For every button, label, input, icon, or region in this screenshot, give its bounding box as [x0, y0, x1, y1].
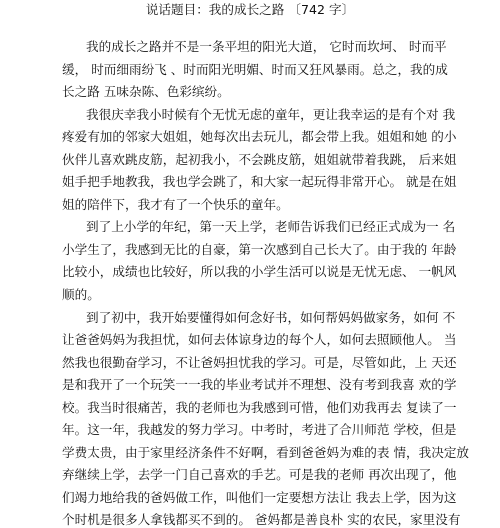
text-line: 到了初中，我开始要懂得如何念好书，如何帮妈妈做家务，如何 不 — [86, 310, 456, 325]
page-title: 说话题目：我的成长之路 〔742 字〕 — [145, 2, 355, 17]
text-line: 顺的。 — [62, 287, 100, 302]
text-line: 年。这一年，我越发的努力学习。中考时，考进了合川师范 学校，但是 — [62, 422, 457, 437]
text-line: 我的成长之路并不是一条平坦的阳光大道， 它时而坎坷、 时而平 — [86, 39, 447, 54]
text-line: 是和我开了一个玩笑一一我的毕业考试并不理想、没有考到我喜 欢的学 — [62, 377, 457, 392]
text-line: 姐的陪伴下，我才有了一个快乐的童年。 — [62, 197, 289, 212]
text-line: 到了上小学的年纪，第一天上学，老师告诉我们已经正式成为一 名 — [86, 219, 456, 234]
text-line: 比较小，成绩也比较好，所以我的小学生活可以说是无忧无虑、 一帆风 — [62, 264, 457, 279]
text-line: 小学生了，我感到无比的自豪，第一次感到自己长大了。由于我的 年龄 — [62, 242, 457, 257]
text-line: 长之路 五味杂陈、色彩缤纷。 — [62, 84, 230, 99]
text-line: 们竭力地给我的爸妈做工作，叫他们一定要想方法让 我去上学，因为这 — [62, 490, 457, 505]
text-line: 疼爱有加的邻家大姐姐，她每次出去玩儿，都会带上我。姐姐和她 的小 — [62, 129, 457, 144]
text-line: 缓， 时而细雨纷飞 、时而阳光明媚、时而又狂风暴雨。总之，我的成 — [62, 62, 448, 77]
text-line: 姐手把手地教我，我也学会跳了，和大家一起玩得非常开心。 就是在姐 — [62, 174, 457, 189]
text-line: 然我也很勤奋学习，不让爸妈担忧我的学习。可是，尽管如此，上 天还 — [62, 355, 457, 370]
text-line: 伙伴儿喜欢跳皮筋，起初我小，不会跳皮筋，姐姐就带着我跳， 后来姐 — [62, 152, 457, 167]
text-line: 让爸爸妈妈为我担忧，如何去体谅身边的每个人，如何去照顾他人。 当 — [62, 332, 457, 347]
text-line: 弃继续上学，去学一门自己喜欢的手艺。可是我的老师 再次出现了，他 — [62, 467, 457, 482]
text-line: 校。我当时很痛苦，我的老师也为我感到可惜，他们劝我再去 复读了一 — [62, 400, 457, 415]
text-line: 我很庆幸我小时候有个无忧无虑的童年，更让我幸运的是有个对 我 — [86, 107, 456, 122]
text-line: 学费太贵，由于家里经济条件不好啊，看到爸爸妈为难的表 情，我决定放 — [62, 445, 470, 460]
text-line: 个时机是很多人拿钱都买不到的。 爸妈都是善良朴 实的农民，家里没有 — [62, 512, 461, 527]
